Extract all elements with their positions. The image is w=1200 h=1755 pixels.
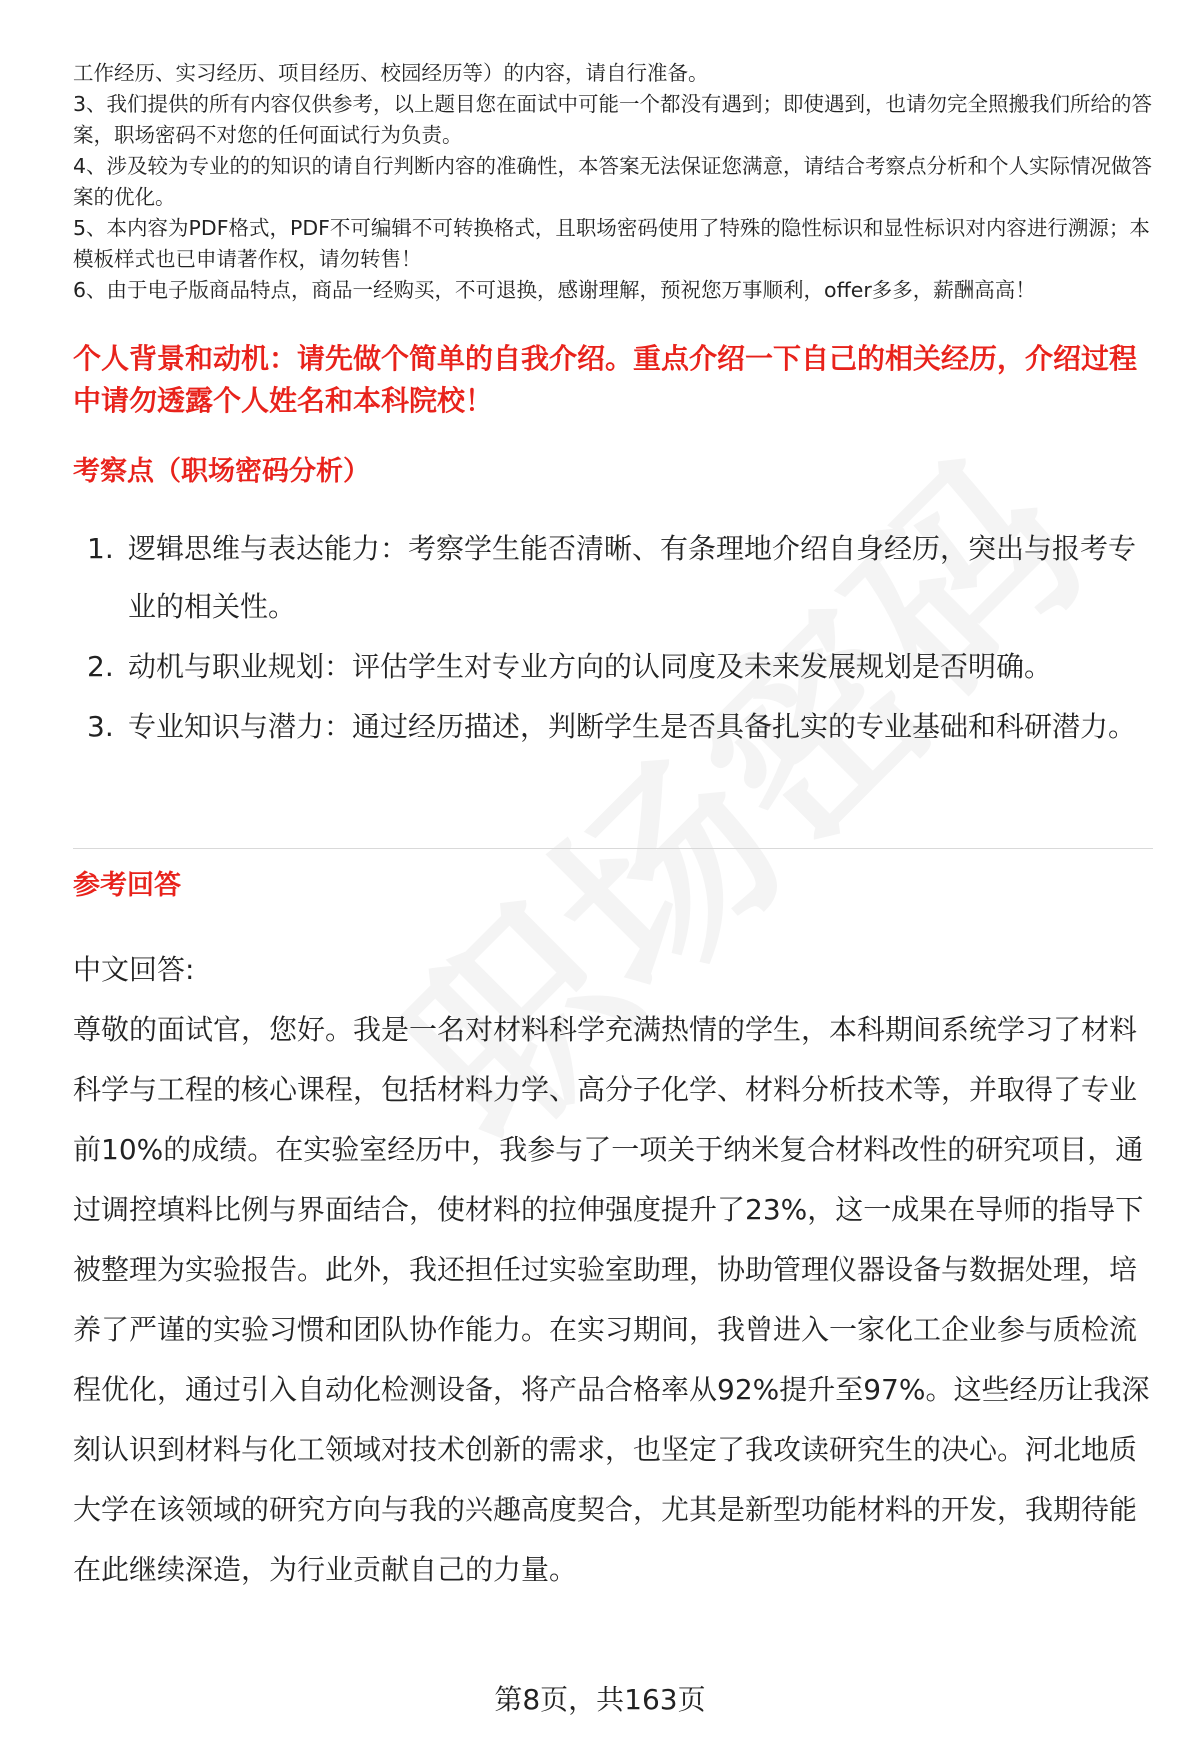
list-item: [73, 638, 1153, 696]
note-line: 3、我们提供的所有内容仅供参考，以上题目您在面试中可能一个都没有遇到；即使遇到，也请勿完全照搬我们所给的答案，职场密码不对您的任何面试行为负责。: [73, 92, 1153, 147]
list-number: 1.: [87, 532, 114, 565]
note-line: 5、本内容为PDF格式，PDF不可编辑不可转换格式，且职场密码使用了特殊的隐性标识和显性标识对内容进行溯源；本模板样式也已申请著作权，请勿转售！: [73, 216, 1150, 271]
reference-heading: 参考回答: [73, 870, 181, 901]
reference-answer: [73, 940, 1153, 1600]
note-line: 工作经历、实习经历、项目经历、校园经历等）的内容，请自行准备。: [73, 61, 709, 85]
list-item: [73, 520, 1153, 636]
answer-label: 中文回答:: [73, 953, 195, 986]
analysis-heading: 考察点（职场密码分析）: [73, 456, 370, 487]
answer-body: 尊敬的面试官，您好。我是一名对材料科学充满热情的学生，本科期间系统学习了材料科学与工程的核心课程，包括材料力学、高分子化学、材料分析技术等，并取得了专业前10%的成绩。在实验室经历中，我参与了一项关于纳米复合材料改性的研究项目，通过调控填料比例与界面结合，使材料的拉伸强度提升了23%，这一成果在导师的指导下被整理为实验报告。此外，我还担任过实验室助理，协助管理仪器设备与数据处理，培养了严谨的实验习惯和团队协作能力。在实习期间，我曾进入一家化工企业参与质检流程优化，通过引入自动化检测设备，将产品合格率从92%提升至97%。这些经历让我深刻认识到材料与化工领域对技术创新的需求，也坚定了我攻读研究生的决心。河北地质大学在该领域的研究方向与我的兴趣高度契合，尤其是新型功能材料的开发，我期待能在此继续深造，为行业贡献自己的力量。: [73, 1013, 1150, 1586]
disclaimer-notes: [73, 58, 1153, 306]
list-text: 逻辑思维与表达能力：考察学生能否清晰、有条理地介绍自身经历，突出与报考专业的相关性。: [128, 532, 1137, 623]
note-line: 4、涉及较为专业的的知识的请自行判断内容的准确性，本答案无法保证您满意，请结合考察点分析和个人实际情况做答案的优化。: [73, 154, 1153, 209]
list-number: 3.: [87, 710, 114, 743]
section-divider: [73, 848, 1153, 849]
list-item: [73, 698, 1153, 756]
list-text: 动机与职业规划：评估学生对专业方向的认同度及未来发展规划是否明确。: [128, 650, 1053, 683]
list-text: 专业知识与潜力：通过经历描述，判断学生是否具备扎实的专业基础和科研潜力。: [128, 710, 1137, 743]
note-line: 6、由于电子版商品特点，商品一经购买，不可退换，感谢理解，预祝您万事顺利，offer多多，薪酬高高！: [73, 278, 1036, 302]
question-title: 个人背景和动机：请先做个简单的自我介绍。重点介绍一下自己的相关经历，介绍过程中请勿透露个人姓名和本科院校！: [73, 342, 1138, 417]
analysis-points: [73, 520, 1153, 756]
list-number: 2.: [87, 650, 114, 683]
page-number: 第8页，共163页: [494, 1683, 706, 1716]
